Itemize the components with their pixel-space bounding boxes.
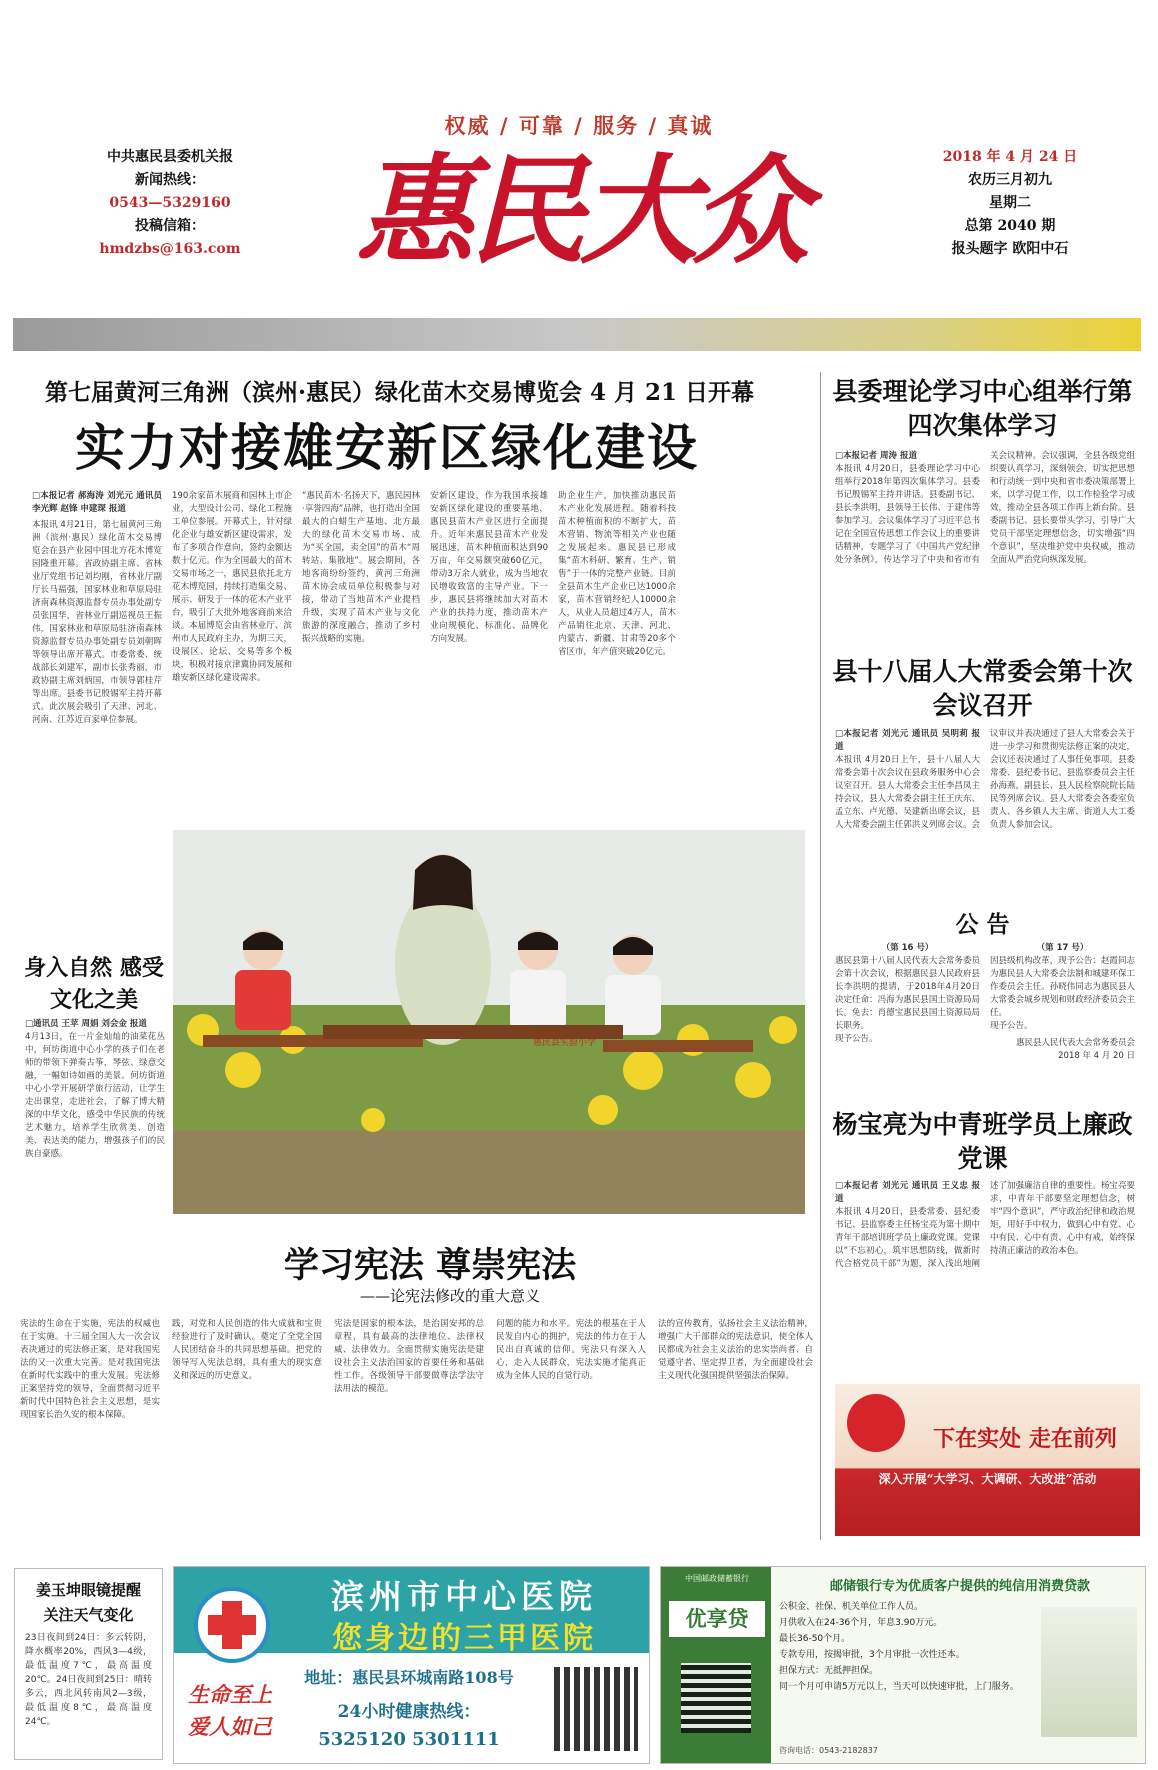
hospital-motto-2: 爱人如己 (188, 1714, 272, 1739)
lead-column-3: “惠民苗木·名扬天下，惠民园林·享誉四海”品牌，也打造出全国最大的白蜡生产基地、北方最大的绿化苗木交易市场、成为“买全国，卖全国”的苗木“周转站、集散地”。展会期间，各地客商纷纷签约，黄河三角洲苗木协会成员单位积极参与对接，带动了当地苗木产业提档升级，实现了苗木产业与文化旅游的深度融合，推动了乡村振兴战略的实施。 (302, 491, 420, 644)
eyeglasses-ad (14, 1568, 163, 1760)
bank-ad-headline: 邮储银行专为优质客户提供的纯信用消费贷款 (829, 1579, 1090, 1594)
side3-byline: □本报记者 刘光元 通讯员 王义忠 报道 (835, 1181, 980, 1204)
feature-column-1: 宪法的生命在于实施，宪法的权威也在于实施。十三届全国人大一次会议表决通过的宪法修正案，是对我国宪法的又一次重大完善。是对我国宪法在新时代实践中的重大发展。宪法修正案坚持党的领导，全面贯彻习近平新时代中国特色社会主义思想，是实现国家长治久安的根本保障。 (20, 1319, 160, 1420)
hospital-qr-code (554, 1667, 638, 1751)
notice-title: 公 告 (955, 911, 1010, 938)
issue-number: 总第 2040 期 (964, 218, 1056, 234)
notice-16-label: （第 16 号） (881, 943, 934, 953)
masthead-left-info (70, 146, 270, 261)
hospital-ad (173, 1566, 650, 1764)
email-label: 投稿信箱： (135, 218, 205, 234)
lead-text-1: 本报讯 4月21日，第七届黄河三角洲（滨州·惠民）绿化苗木交易博览会在县产业园中国北方花木博览园隆重开幕。省政协副主席、省林业厅党组书记刘均刚，省林业厅副厅长马福强，国家林业和草原局驻济南森林资源监督专员办事处副专员张国华，省林业厅副巡视员王振伟，国家林业和草原局驻济南森林资源监督专员办事处副专员刘朝晖等领导出席开幕式。市委常委、统战部长刘建军，副市长张秀丽，市政协副主席刘炳国，市领导郭桂芹等出席。县委书记殷锡军主持开幕式。此次展会吸引了天津、河北、河南、江苏近百家单位参展。 (32, 520, 162, 725)
notice-17 (990, 942, 1135, 1092)
feature-column-5: 法的宣传教育，弘扬社会主义法治精神，增强广大干部群众的宪法意识，使全体人民都成为社会主义法治的忠实崇尚者、自觉遵守者、坚定捍卫者，为全面建设社会主义现代化强国提供坚强法治保障。 (658, 1319, 813, 1381)
notice-date: 2018 年 4 月 20 日 (1058, 1051, 1135, 1061)
notice-16 (835, 942, 980, 1092)
lead-column-1 (32, 490, 162, 790)
hospital-name: 滨州市中心医院 (331, 1577, 597, 1616)
side2-text: 本报讯 4月20日上午，县十八届人大常委会第十次会议在县政务服务中心会议室召开。县人大常委会主任李昌凤主持会议，县人大常委会副主任王庆东、孟立东、卢光德、吴建新出席会议，县人大常委会副主任郭洪义列席会议。会议审议并表决通过了县人大常委会关于进一步学习和贯彻宪法修正案的决定，会议还表决通过了人事任免事项。县委常委、县纪委书记、县监察委员会主任孙海燕，副县长、县人民检察院院长陆民等列席会议。县人大常委会各委室负责人、各乡镇人大主席、街道人大工委负责人参加会议。 (835, 729, 1135, 830)
paper-org: 中共惠民县委机关报 (107, 149, 233, 165)
bank-ad-item: 月供收入在24-36个月，年息3.90万元。 (779, 1618, 943, 1628)
feature-column-4: 问题的能力和水平。宪法的根基在于人民发自内心的拥护，宪法的伟力在于人民出自真诚的信仰。宪法只有深入人心，走入人民群众，宪法实施才能真正成为全体人民的自觉行动。 (496, 1319, 646, 1381)
lead-byline: □本报记者 郝海涛 刘光元 通讯员 李光辉 赵锋 申建琛 报道 (32, 491, 162, 514)
side1-byline: □本报记者 周涛 报道 (835, 451, 917, 461)
lead-headline: 实力对接雄安新区绿化建设 (75, 418, 699, 477)
side1-text: 本报讯 4月20日，县委理论学习中心组举行2018年第四次集体学习。县委书记殷锡军主持并讲话。县委副书记、县长李洪明，县领导王长伟、于建伟等参加学习。会议集体学习了习近平总书记在全国宣传思想工作会议上的重要讲话精神，专题学习了《中国共产党纪律处分条例》，传达学习了中央和省市有关会议精神。会议强调，全县各级党组织要认真学习，深刻领会，切实把思想和行动统一到中央和省市委决策部署上来，以学习促工作，以工作检验学习成效，推动全县各项工作再上新台阶。县委副书记、县长要带头学习，引导广大党员干部坚定理想信念，切实增强“四个意识”，坚决维护党中央权威，推动全面从严治党向纵深发展。 (835, 451, 1135, 565)
photo-illustration (173, 830, 805, 1214)
bank-product: 优享贷 (669, 1601, 765, 1637)
photo-banner-text: 惠民县实验小学 (533, 1038, 597, 1048)
hospital-address: 地址：惠民县环城南路108号 (304, 1668, 514, 1687)
notice-17-label: （第 17 号） (1036, 943, 1089, 953)
feature-headline: 学习宪法 尊崇宪法 (283, 1245, 577, 1286)
email-address: hmdzbs@163.com (99, 241, 241, 257)
side1-headline: 县委理论学习中心组举行第四次集体学习 (832, 377, 1133, 440)
eyeglasses-ad-title: 姜玉坤眼镜提醒 (35, 1581, 141, 1599)
side2-byline: □本报记者 刘光元 通讯员 吴明莉 报道 (835, 729, 980, 752)
hospital-hotline-label: 24小时健康热线： (337, 1702, 481, 1722)
hospital-phones: 5325120 5301111 (318, 1729, 500, 1750)
bank-ad-item: 专款专用，按揭审批，3个月审批一次性还本。 (779, 1650, 965, 1660)
bank-ad-items (779, 1599, 1029, 1695)
hospital-logo-icon (194, 1587, 270, 1663)
notice-16-end: 现予公告。 (835, 1034, 878, 1044)
bank-ad-item: 公积金、社保、机关单位工作人员。 (779, 1602, 924, 1612)
eyeglasses-ad-subtitle: 关注天气变化 (43, 1606, 134, 1624)
notice-17-text: 因县级机构改革，现予公告：赵霞同志为惠民县人大常委会法制和城建环保工作委员会主任。孙晓伟同志为惠民县人大常委会城乡规划和财政经济委员会主任。 (990, 956, 1135, 1018)
weather-forecast: 23日夜间到24日：多云转阴，降水概率20%，西风3—4级，最低温度7℃，最高温度20℃。24日夜间到25日：晴转多云，西北风转南风2—3级，最低温度8℃，最高温度24℃。 (25, 1633, 152, 1727)
party-emblem-icon (847, 1394, 905, 1452)
lead-kicker: 第七届黄河三角洲（滨州·惠民）绿化苗木交易博览会 4 月 21 日开幕 (45, 379, 755, 406)
issue-date: 2018 年 4 月 24 日 (942, 149, 1078, 165)
masthead-right-info (900, 146, 1120, 261)
column-divider (820, 372, 821, 1540)
bank-ad-illustration (1041, 1607, 1137, 1737)
hotline-label: 新闻热线： (135, 172, 205, 188)
newspaper-logo: 惠民大众 (355, 141, 804, 280)
bank-ad-item: 担保方式：无抵押担保。 (779, 1666, 879, 1676)
notice-17-end: 现予公告。 (990, 1021, 1033, 1031)
hospital-slogan: 您身边的三甲医院 (332, 1621, 596, 1656)
bank-qr-code (681, 1663, 751, 1733)
lead-column-4: 安新区建设，作为我国承接雄安新区绿化建设的重要基地，惠民县苗木产业区进行全面提升。近年来惠民县苗木产业发展迅速，苗木种植面积达到90万亩，年交易额突破60亿元，带动3万余人就业，成为当地农民增收致富的主导产业。下一步，惠民县将继续加大对苗木产业的扶持力度，推动苗木产业向规模化、标准化、品牌化方向发展。 (430, 491, 548, 644)
notice-signature: 惠民县人民代表大会常务委员会 (1015, 1038, 1135, 1048)
feature-subheadline: ——论宪法修改的重大意义 (359, 1287, 540, 1305)
promo-subtitle: 深入开展“大学习、大调研、大改进”活动 (878, 1472, 1097, 1486)
photo-story-byline: □通讯员 王苹 周娟 刘会金 报道 (25, 1019, 147, 1029)
lunar-date: 农历三月初九 (968, 172, 1052, 188)
side2-headline: 县十八届人大常委会第十次会议召开 (832, 657, 1133, 720)
side3-headline: 杨宝亮为中青班学员上廉政党课 (832, 1110, 1133, 1173)
hospital-motto-1: 生命至上 (188, 1682, 272, 1707)
photo-story-text: 4月13日，在一片金灿灿的油菜花丛中，何坊街道中心小学的孩子们在老师的带领下弹奏古筝，琴弦、绿意交融，一幅如诗如画的美景。何坊街道中心小学开展研学旅行活动，让学生走出课堂，走进社会，了解了博大精深的中华文化，感受中华民族的传统艺术魅力，培养学生欣赏美、创造美、表达美的能力，增强孩子们的民族自豪感。 (25, 1032, 165, 1159)
guzheng-photo (173, 830, 805, 1214)
notice-16-text: 惠民县第十八届人民代表大会常务委员会第十次会议，根据惠民县人民政府县长李洪明的提请，于2018年4月20日决定任命：冯海为惠民县国土资源局局长。免去：肖德宝惠民县国土资源局局长职务。 (835, 956, 980, 1031)
photo-story-body (25, 1018, 165, 1218)
weekday: 星期二 (989, 195, 1031, 211)
photo-story-headline: 身入自然 感受文化之美 (24, 955, 164, 1013)
feature-column-2: 践，对党和人民创造的伟大成就和宝贵经验进行了及时确认。奠定了全党全国人民团结奋斗的共同思想基础。把党的领导写入宪法总纲，具有重大的现实意义和深远的历史意义。 (172, 1319, 322, 1381)
bank-ad (660, 1566, 1146, 1764)
masthead-slogan: 权威 / 可靠 / 服务 / 真诚 (444, 113, 714, 138)
bank-ad-item: 同一个月可申请5万元以上，当天可以快速审批，上门服务。 (779, 1682, 1019, 1692)
feature-column-3: 宪法是国家的根本法，是治国安邦的总章程，具有最高的法律地位、法律权威、法律效力。全面贯彻实施宪法是建设社会主义法治国家的首要任务和基础性工作。各级领导干部要做尊法学法守法用法的模范。 (334, 1319, 484, 1394)
promo-banner (835, 1384, 1140, 1536)
bank-name: 中国邮政储蓄银行 (685, 1574, 749, 1583)
calligraphy-credit: 报头题字 欧阳中石 (951, 241, 1069, 257)
bank-hotline: 咨询电话：0543-2182837 (779, 1746, 878, 1755)
masthead-divider-bar (13, 318, 1141, 351)
side2-body (835, 728, 1135, 903)
side3-body (835, 1180, 1135, 1380)
bank-ad-item: 最长36-50个月。 (779, 1634, 851, 1644)
promo-title: 下在实处 走在前列 (933, 1426, 1117, 1452)
lead-column-5: 助企业生产，加快推动惠民苗木产业化发展进程。随着科技苗木种植面积的不断扩大，苗木营销、物流等相关产业也随之发展起来。惠民县已形成集“苗木科研、繁育、生产、销售”于一体的完整产业链。目前全县苗木生产企业已达1000余家，苗木营销经纪人10000余人，从业人员超过4万人，苗木产品销往北京、天津、河北、内蒙古、新疆、甘肃等20多个省区市，年产值突破20亿元。 (558, 491, 676, 657)
lead-column-6 (686, 490, 804, 790)
lead-column-2: 190余家苗木展商和园林上市企业，大型设计公司、绿化工程施工单位参展。开幕式上，针对绿化企业与雄安新区建设需求，发布了多项合作意向，签约金额达数十亿元。作为全国最大的苗木交易市场之一，惠民县依托北方花木博览园，持续打造集交易、展示、研发于一体的花木产业平台，吸引了大批外地客商前来洽谈。本届博览会由省林业厅、滨州市人民政府主办，为期三天，设展区、论坛、交易等多个板块，积极对接京津冀协同发展和雄安新区绿化建设需求。 (172, 491, 292, 683)
side3-text: 本报讯 4月20日，县委常委、县纪委书记、县监察委主任杨宝亮为第十期中青年干部培训班学员上廉政党课。党课以“不忘初心，筑牢思想防线，做新时代合格党员干部”为题，深入浅出地阐述了加强廉洁自律的重要性。杨宝亮要求，中青年干部要坚定理想信念，树牢“四个意识”，严守政治纪律和政治规矩，用好手中权力，做到心中有党、心中有民、心中有责、心中有戒，始终保持清正廉洁的政治本色。 (835, 1181, 1135, 1269)
hotline-number: 0543—5329160 (109, 195, 231, 211)
side1-body (835, 450, 1135, 650)
